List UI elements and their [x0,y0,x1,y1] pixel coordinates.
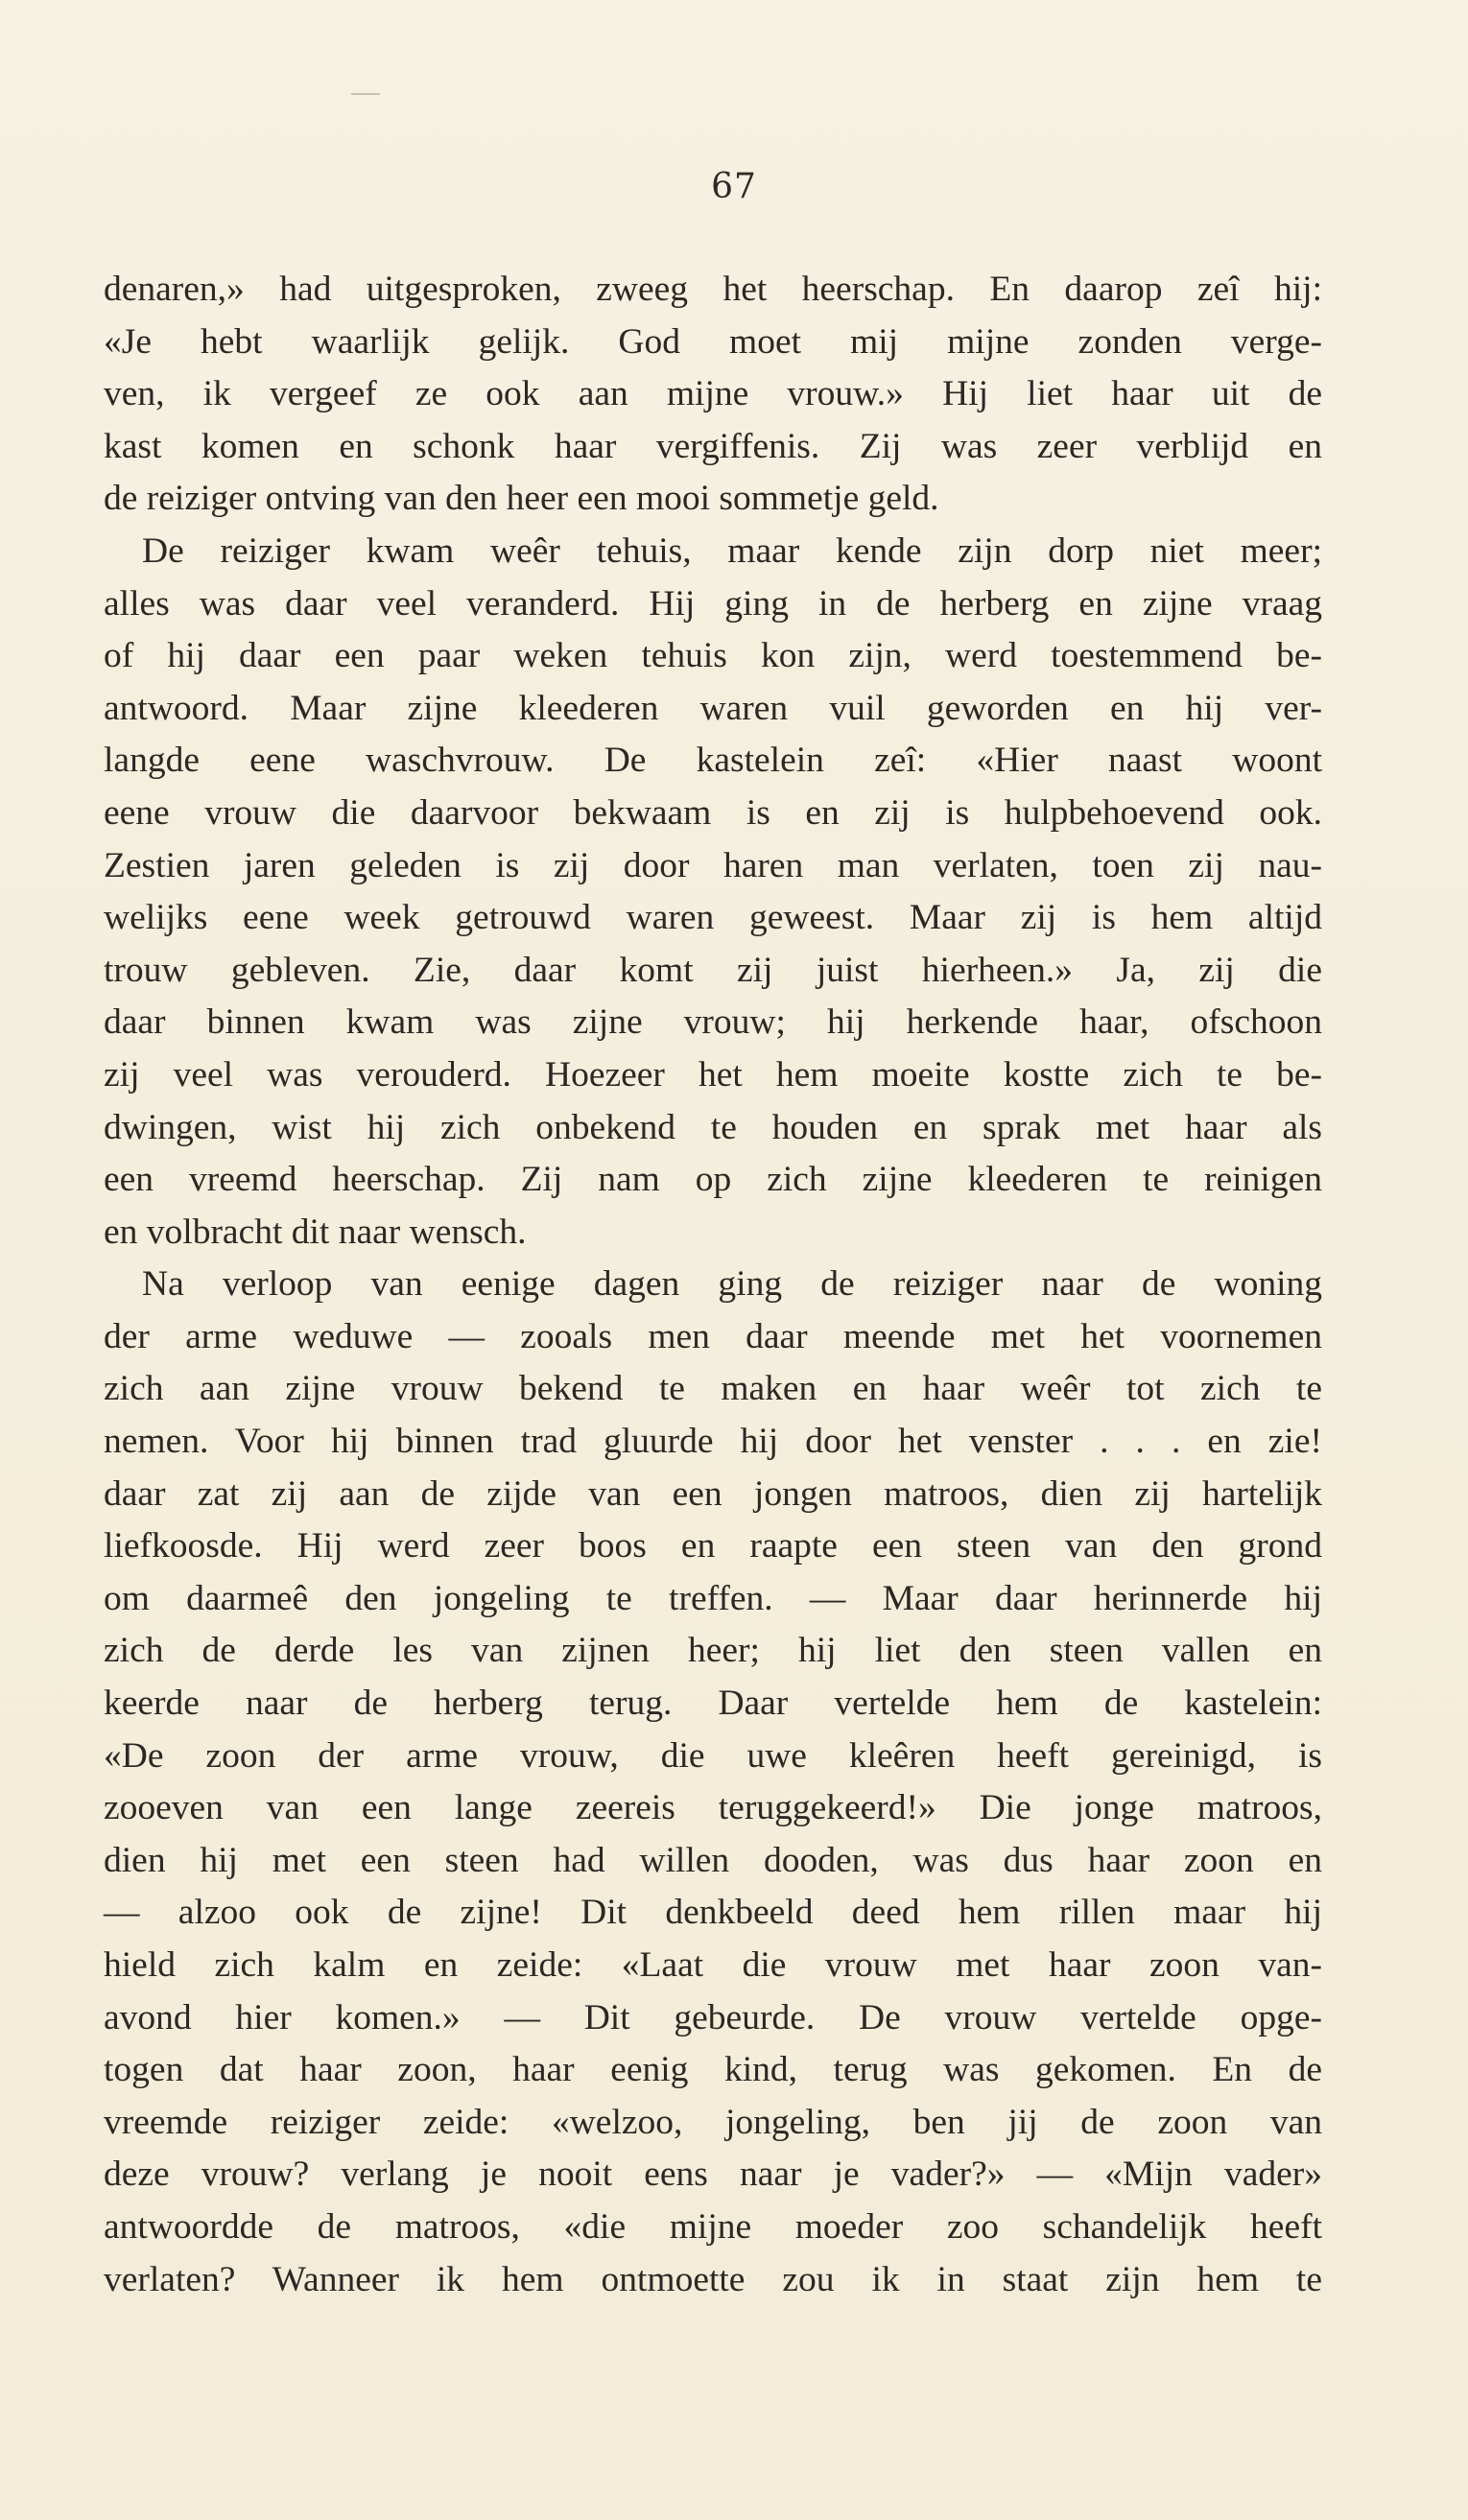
text-line: een vreemd heerschap. Zij nam op zich zijne kleederen te reinigen [104,1160,1322,1200]
text-line: welijks eene week getrouwd waren geweest. Maar zij is hem altijd [104,898,1322,938]
text-line: zich aan zijne vrouw bekend te maken en haar weêr tot zich te [104,1369,1322,1409]
text-line: om daarmeê den jongeling te treffen. — Maar daar herinnerde hij [104,1578,1322,1618]
text-line: «Je hebt waarlijk gelijk. God moet mij mijne zonden verge- [104,321,1322,362]
text-line: deze vrouw? verlang je nooit eens naar je vader?» — «Mijn vader» [104,2155,1322,2195]
text-line: hield zich kalm en zeide: «Laat die vrouw met haar zoon van- [104,1945,1322,1985]
page-number: 67 [711,167,757,206]
text-line: togen dat haar zoon, haar eenig kind, terug was gekomen. En de [104,2050,1322,2090]
text-line: liefkoosde. Hij werd zeer boos en raapte een steen van den grond [104,1526,1322,1566]
text-line: «De zoon der arme vrouw, die uwe kleêren heeft gereinigd, is [104,1735,1322,1776]
text-line: dwingen, wist hij zich onbekend te houden en sprak met haar als [104,1107,1322,1147]
text-line: avond hier komen.» — Dit gebeurde. De vrouw vertelde opge- [104,1997,1322,2037]
text-line: — alzoo ook de zijne! Dit denkbeeld deed hem rillen maar hij [104,1893,1322,1933]
text-line: zich de derde les van zijnen heer; hij liet den steen vallen en [104,1631,1322,1671]
text-line: de reiziger ontving van den heer een mooi sommetje geld. [104,479,939,519]
text-line: dien hij met een steen had willen dooden, was dus haar zoon en [104,1840,1322,1880]
text-line: alles was daar veel veranderd. Hij ging in de herberg en zijne vraag [104,583,1322,624]
text-line: keerde naar de herberg terug. Daar vertelde hem de kastelein: [104,1684,1322,1724]
text-line: denaren,» had uitgesproken, zweeg het heerschap. En daarop zeî hij: [104,270,1322,309]
text-line: antwoord. Maar zijne kleederen waren vuil geworden en hij ver- [104,688,1322,728]
text-line: Na verloop van eenige dagen ging de reiziger naar de woning [142,1264,1322,1305]
text-line: antwoordde de matroos, «die mijne moeder zoo schandelijk heeft [104,2206,1322,2247]
text-line: verlaten? Wanneer ik hem ontmoette zou ik in staat zijn hem te [104,2259,1322,2299]
text-line: nemen. Voor hij binnen trad gluurde hij door het venster . . . en zie! [104,1422,1322,1462]
text-line: of hij daar een paar weken tehuis kon zijn, werd toestemmend be- [104,636,1322,676]
text-line: Zestien jaren geleden is zij door haren man verlaten, toen zij nau- [104,845,1322,885]
text-line: De reiziger kwam weêr tehuis, maar kende zijn dorp niet meer; [142,530,1322,571]
text-line: der arme weduwe — zooals men daar meende met het voornemen [104,1316,1322,1356]
text-line: langde eene waschvrouw. De kastelein zeî: «Hier naast woont [104,741,1322,781]
text-line: zij veel was verouderd. Hoezeer het hem moeite kostte zich te be- [104,1054,1322,1095]
text-line: eene vrouw die daarvoor bekwaam is en zij is hulpbehoevend ook. [104,792,1322,833]
text-line: daar binnen kwam was zijne vrouw; hij herkende haar, ofschoon [104,1002,1322,1043]
top-margin-mark [351,93,380,95]
text-line: vreemde reiziger zeide: «welzoo, jongeling, ben jij de zoon van [104,2102,1322,2142]
text-line: kast komen en schonk haar vergiffenis. Zij was zeer verblijd en [104,426,1322,466]
text-line: daar zat zij aan de zijde van een jongen matroos, dien zij hartelijk [104,1473,1322,1514]
text-line: zooeven van een lange zeereis teruggekeerd!» Die jonge matroos, [104,1788,1322,1828]
text-line: en volbracht dit naar wensch. [104,1212,527,1252]
text-line: trouw gebleven. Zie, daar komt zij juist hierheen.» Ja, zij die [104,950,1322,990]
text-line: ven, ik vergeef ze ook aan mijne vrouw.» Hij liet haar uit de [104,374,1322,414]
body-text [104,264,1322,2306]
